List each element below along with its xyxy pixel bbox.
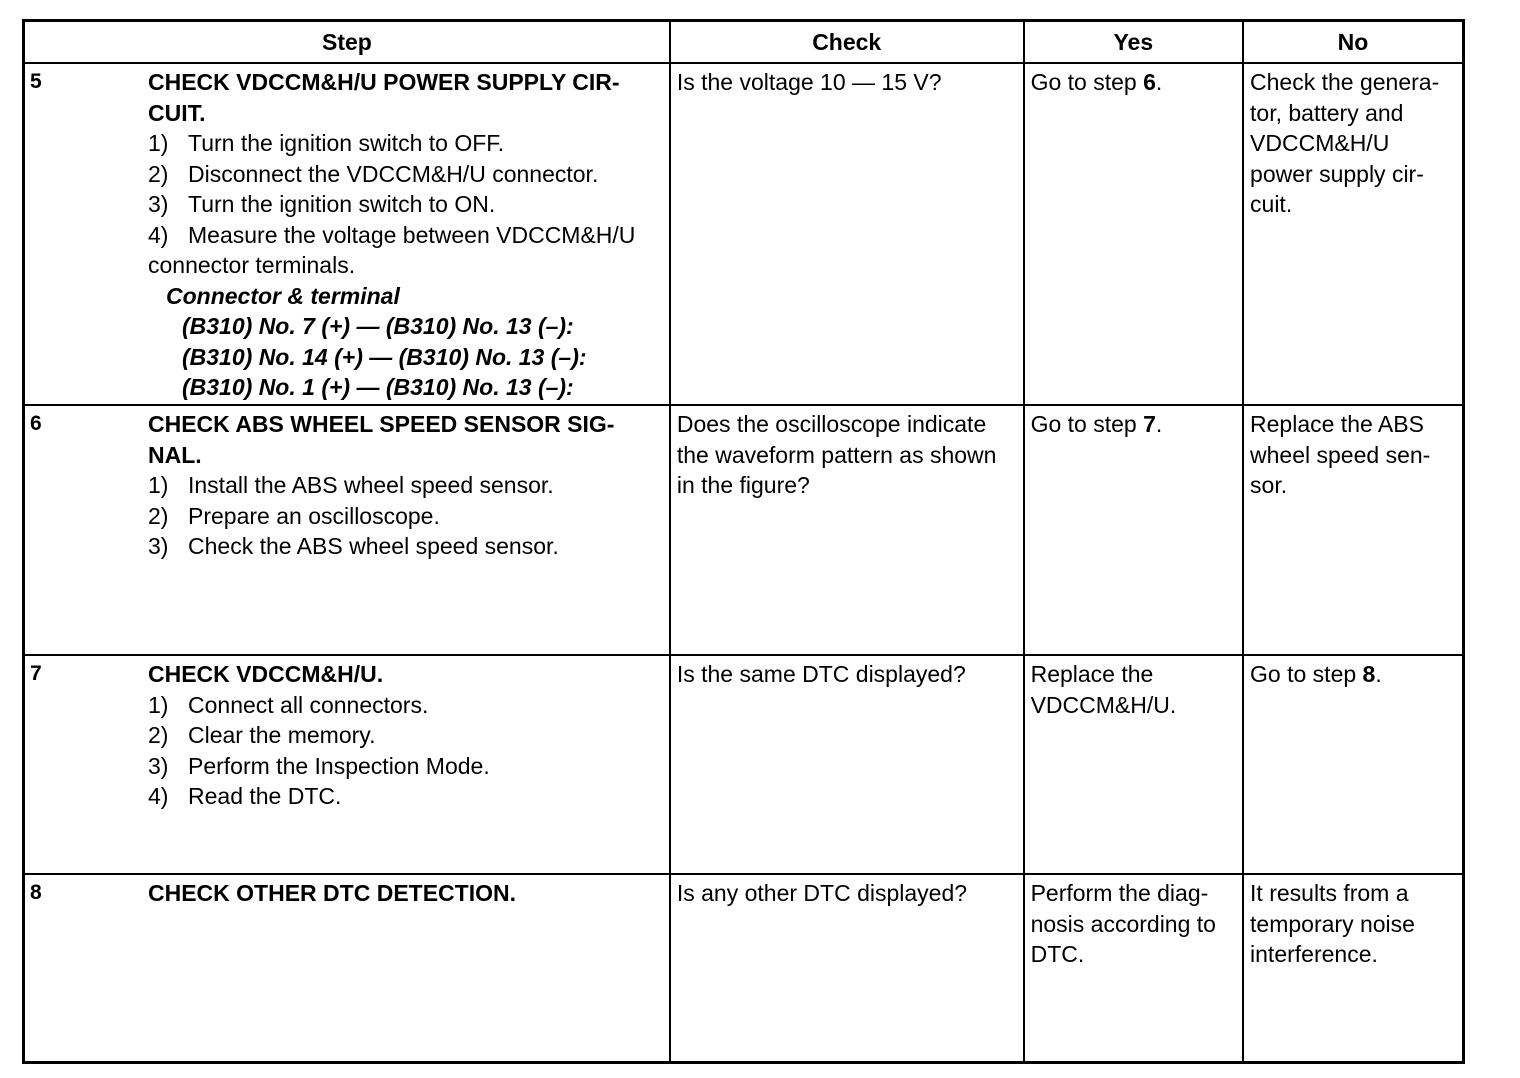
header-yes: Yes [1024, 21, 1243, 64]
substep: 3) Turn the ignition switch to ON. [148, 191, 496, 217]
no-cell: It results from a temporary noise interference. [1243, 874, 1463, 1063]
substep: 2) Prepare an oscilloscope. [148, 502, 440, 529]
header-step: Step [24, 21, 670, 64]
table-row [24, 63, 1464, 405]
step-cell [24, 655, 670, 874]
no-cell: Check the genera-tor, battery and VDCCM&H/U power supply cir-cuit. [1243, 63, 1463, 405]
substep: 1) Turn the ignition switch to OFF. [148, 130, 505, 156]
step-number: 8 [30, 881, 42, 904]
table-row [24, 405, 1464, 655]
substep: 4) Measure the voltage between VDCCM&H/U connector terminals. [148, 221, 636, 278]
step-cell [24, 405, 670, 655]
step-title: CHECK OTHER DTC DETECTION. [148, 880, 516, 906]
no-cell: Go to step 8. [1243, 655, 1463, 874]
step-title: CHECK VDCCM&H/U POWER SUPPLY CIR-CUIT. [148, 69, 620, 126]
header-check: Check [670, 21, 1024, 64]
check-cell: Is the same DTC displayed? [670, 655, 1024, 874]
yes-cell: Go to step 7. [1024, 405, 1243, 655]
table-row [24, 655, 1464, 874]
substep: 1) Install the ABS wheel speed sensor. [148, 472, 554, 498]
substep: 2) Disconnect the VDCCM&H/U connector. [148, 160, 599, 187]
substep: 3) Perform the Inspection Mode. [148, 752, 490, 779]
header-no: No [1243, 21, 1463, 64]
substep: 4) Read the DTC. [148, 783, 342, 809]
substep: 3) Check the ABS wheel speed sensor. [148, 533, 559, 559]
no-cell: Replace the ABS wheel speed sen-sor. [1243, 405, 1463, 655]
step-cell [24, 63, 670, 405]
connector-line: (B310) No. 1 (+) — (B310) No. 13 (–): [182, 374, 574, 400]
step-number: 7 [30, 662, 42, 685]
substep: 2) Clear the memory. [148, 722, 376, 748]
check-cell: Does the oscilloscope indicate the waveform pattern as shown in the figure? [670, 405, 1024, 655]
diagnostic-table [22, 19, 1465, 1064]
substep: 1) Connect all connectors. [148, 691, 429, 718]
check-cell: Is any other DTC displayed? [670, 874, 1024, 1063]
table-row [24, 874, 1464, 1063]
step-title: CHECK VDCCM&H/U. [148, 661, 384, 687]
yes-cell: Perform the diag-nosis according to DTC. [1024, 874, 1243, 1063]
yes-cell: Go to step 6. [1024, 63, 1243, 405]
check-cell: Is the voltage 10 — 15 V? [670, 63, 1024, 405]
connector-title: Connector & terminal [166, 282, 400, 309]
step-cell [24, 874, 670, 1063]
step-number: 5 [30, 70, 42, 93]
connector-line: (B310) No. 14 (+) — (B310) No. 13 (–): [182, 343, 587, 370]
connector-line: (B310) No. 7 (+) — (B310) No. 13 (–): [182, 313, 574, 339]
step-number: 6 [30, 412, 42, 435]
step-title: CHECK ABS WHEEL SPEED SENSOR SIG-NAL. [148, 411, 615, 468]
yes-cell: Replace the VDCCM&H/U. [1024, 655, 1243, 874]
header-row [24, 21, 1464, 64]
